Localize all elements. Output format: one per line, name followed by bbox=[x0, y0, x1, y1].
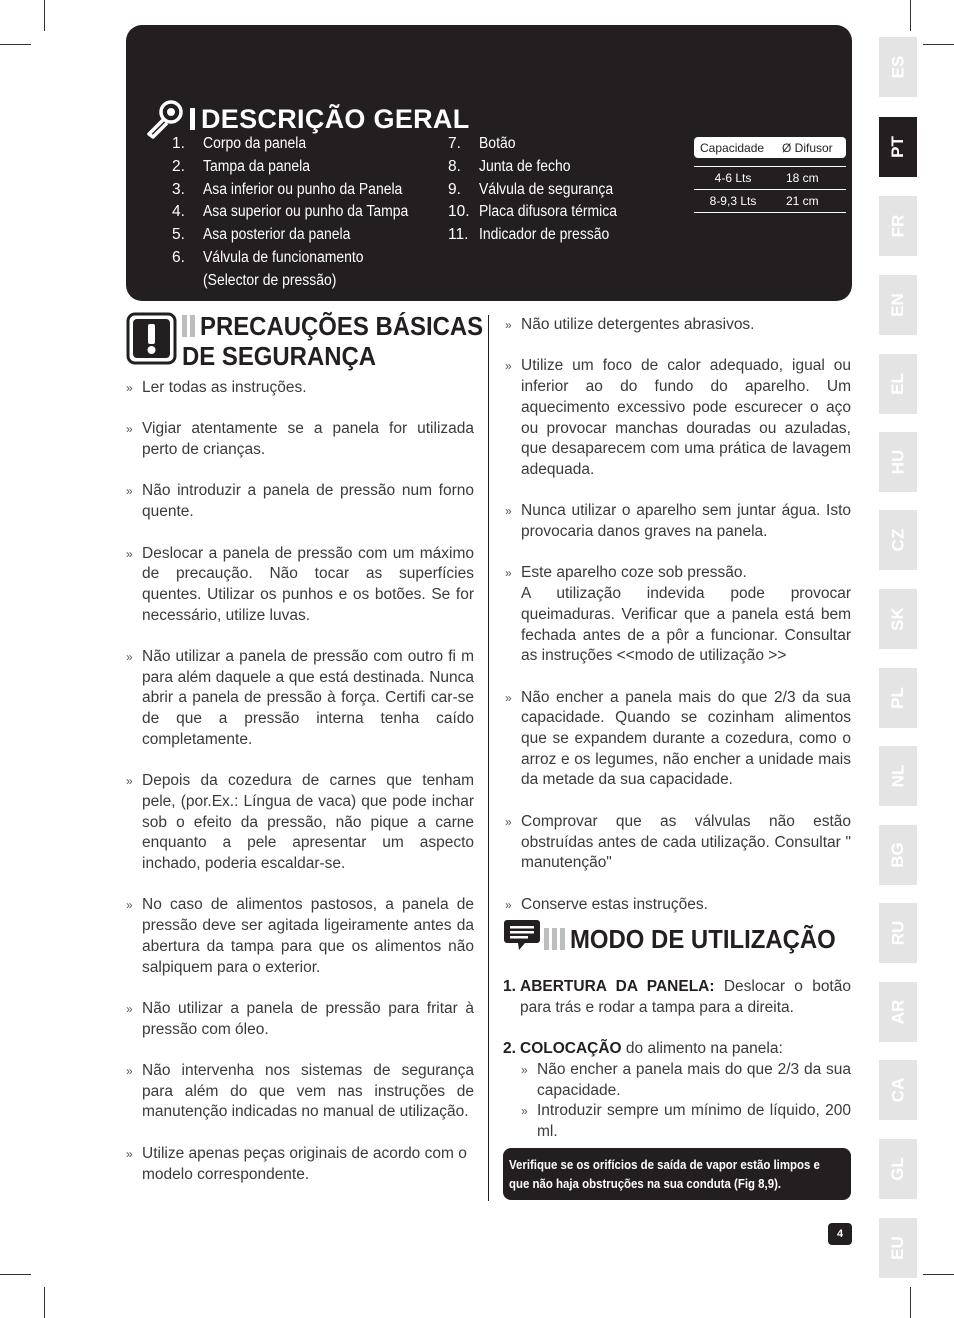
lang-tab-gl[interactable]: GL bbox=[879, 1139, 917, 1199]
list-item: 5. Asa posterior da panela bbox=[172, 226, 351, 244]
lang-tab-bg[interactable]: BG bbox=[879, 825, 917, 885]
section-number-bar bbox=[182, 315, 195, 337]
lang-tab-en[interactable]: EN bbox=[879, 275, 917, 335]
list-item: » Nunca utilizar o aparelho sem juntar água. Isto provocaria danos graves na panela. bbox=[505, 501, 851, 542]
parts-list-right bbox=[448, 133, 632, 247]
list-item: » No caso de alimentos pastosos, a panela de pressão deve ser agitada ligeiramente antes da abertura da tampa para que os alimentos não salpiquem para o exterior. bbox=[126, 895, 474, 978]
list-item: 11. Indicador de pressão bbox=[448, 226, 610, 244]
crop-mark bbox=[44, 0, 45, 31]
list-item-line: A utilização indevida pode provocar queimaduras. Verificar que a panela está bem fechada antes de a pôr a funcionar. Consultar as instruções <<modo de utilização >> bbox=[521, 585, 851, 665]
safety-title-line1: PRECAUÇÕES BÁSICAS bbox=[200, 311, 484, 341]
list-item: 1. Corpo da panela bbox=[172, 135, 307, 152]
lang-tab-es[interactable]: ES bbox=[879, 37, 917, 97]
list-item: » Não utilizar a panela de pressão para fritar à pressão com óleo. bbox=[126, 999, 474, 1040]
list-item: » Não encher a panela mais do que 2/3 da sua capacidade. Quando se cozinham alimentos que se expandem durante a cozedura, como o arroz e os legumes, não encher a unidade mais da metade da sua capacidade. bbox=[505, 688, 851, 792]
table-header: Capacidade Ø Difusor bbox=[694, 137, 846, 158]
lang-tab-ru[interactable]: RU bbox=[879, 903, 917, 963]
list-item: » Introduzir sempre um mínimo de líquido, 200 ml. bbox=[503, 1101, 851, 1142]
list-item: 2. Tampa da panela bbox=[172, 157, 311, 175]
list-item: 3. Asa inferior ou punho da Panela bbox=[172, 180, 403, 198]
list-item: » Vigiar atentamente se a panela for utilizada perto de crianças. bbox=[126, 419, 474, 460]
crop-mark bbox=[0, 44, 31, 45]
safety-heading bbox=[126, 311, 508, 371]
lang-tab-eu[interactable]: EU bbox=[879, 1218, 917, 1278]
column-divider bbox=[488, 315, 489, 1201]
warning-icon bbox=[126, 311, 178, 365]
list-item: » Não utilizar a panela de pressão com outro fi m para além daquele a que está destinada. Nunca abrir a panela de pressão à força. Certifi car-se de que a pressão interna tenha caído completamente. bbox=[126, 647, 474, 751]
crop-mark bbox=[923, 44, 954, 45]
page-number: 4 bbox=[828, 1223, 852, 1245]
step-opening: 1. ABERTURA DA PANELA: Deslocar o botão para trás e rodar a tampa para a direita. bbox=[503, 978, 851, 1016]
list-item: 4. Asa superior ou punho da Tampa bbox=[172, 203, 409, 221]
list-item: » Não introduzir a panela de pressão num forno quente. bbox=[126, 481, 474, 522]
list-item: » Utilize apenas peças originais de acordo com o modelo correspondente. bbox=[126, 1144, 474, 1185]
lang-tab-nl[interactable]: NL bbox=[879, 746, 917, 806]
safety-list-right bbox=[505, 315, 851, 915]
section-number-bar bbox=[190, 108, 195, 130]
general-description-panel bbox=[126, 25, 852, 301]
parts-list-left bbox=[172, 133, 431, 293]
usage-heading bbox=[503, 918, 859, 954]
list-item: 6. Válvula de funcionamento bbox=[172, 248, 364, 266]
list-item: 9. Válvula de segurança bbox=[448, 180, 614, 198]
crop-mark bbox=[0, 1274, 31, 1275]
safety-list-left bbox=[126, 378, 474, 1206]
step-placement: 2. COLOCAÇÃO do alimento na panela: » Não encher a panela mais do que 2/3 da sua capacidade. » Introduzir sempre um mínimo de líquido, 200 ml. bbox=[503, 1039, 851, 1143]
usage-title: MODO DE UTILIZAÇÃO bbox=[570, 924, 836, 954]
list-item: » Utilize um foco de calor adequado, igual ou inferior ao do fundo do aparelho. Um aquecimento excessivo pode escurecer o aço ou provocar manchas douradas ou azuladas, que desaparecem com uma prática de lavagem adequada. bbox=[505, 356, 851, 480]
lang-tab-pt[interactable]: PT bbox=[879, 117, 917, 177]
lang-tab-ca[interactable]: CA bbox=[879, 1060, 917, 1120]
safety-title-line2: DE SEGURANÇA bbox=[182, 341, 377, 371]
list-item bbox=[505, 563, 851, 667]
lang-tab-hu[interactable]: HU bbox=[879, 432, 917, 492]
list-item: » Não encher a panela mais do que 2/3 da sua capacidade. bbox=[503, 1060, 851, 1101]
lang-tab-fr[interactable]: FR bbox=[879, 196, 917, 256]
usage-steps bbox=[503, 977, 851, 1143]
crop-mark bbox=[910, 1287, 911, 1318]
note-box: Verifique se os orifícios de saída de vapor estão limpos e que não haja obstruções na sua conduta (Fig 8,9). bbox=[503, 1148, 851, 1200]
capacity-table bbox=[694, 137, 846, 213]
list-item-line: » Este aparelho coze sob pressão. bbox=[521, 564, 747, 582]
list-item: 8. Junta de fecho bbox=[448, 157, 571, 175]
crop-mark bbox=[910, 0, 911, 31]
list-item: » Deslocar a panela de pressão com um máximo de precaução. Não tocar as superfícies quentes. Utilizar os punhos e os botões. Se for necessário, utilize luvas. bbox=[126, 544, 474, 627]
table-row: 4-6 Lts 18 cm bbox=[694, 167, 846, 190]
page-title: DESCRIÇÃO GERAL bbox=[201, 103, 470, 134]
list-item: » Conserve estas instruções. bbox=[505, 895, 851, 916]
crop-mark bbox=[44, 1287, 45, 1318]
list-item: » Não utilize detergentes abrasivos. bbox=[505, 315, 851, 336]
section-number-bar bbox=[544, 928, 565, 950]
list-item: 10. Placa difusora térmica bbox=[448, 203, 618, 221]
list-item: » Comprovar que as válvulas não estão obstruídas antes de cada utilização. Consultar " manutenção" bbox=[505, 812, 851, 874]
lang-tab-cz[interactable]: CZ bbox=[879, 510, 917, 570]
table-row: 8-9,3 Lts 21 cm bbox=[694, 190, 846, 213]
lang-tab-pl[interactable]: PL bbox=[879, 668, 917, 728]
crop-mark bbox=[923, 1274, 954, 1275]
lang-tab-el[interactable]: EL bbox=[879, 354, 917, 414]
speech-bubble-icon bbox=[503, 918, 541, 952]
lang-tab-ar[interactable]: AR bbox=[879, 982, 917, 1042]
list-item: » Ler todas as instruções. bbox=[126, 378, 474, 399]
lang-tab-sk[interactable]: SK bbox=[879, 589, 917, 649]
list-item: » Depois da cozedura de carnes que tenham pele, (por.Ex.: Língua de vaca) que pode inchar sob o efeito da pressão, não pique a carne enquanto a pele apresentar um aspecto inchado, poderia escaldar-se. bbox=[126, 771, 474, 875]
list-item: (Selector de pressão) bbox=[203, 271, 337, 289]
list-item: » Não intervenha nos sistemas de segurança para além do que vem nas instruções de manutenção indicadas no manual de utilização. bbox=[126, 1061, 474, 1123]
list-item: 7. Botão bbox=[448, 135, 516, 152]
